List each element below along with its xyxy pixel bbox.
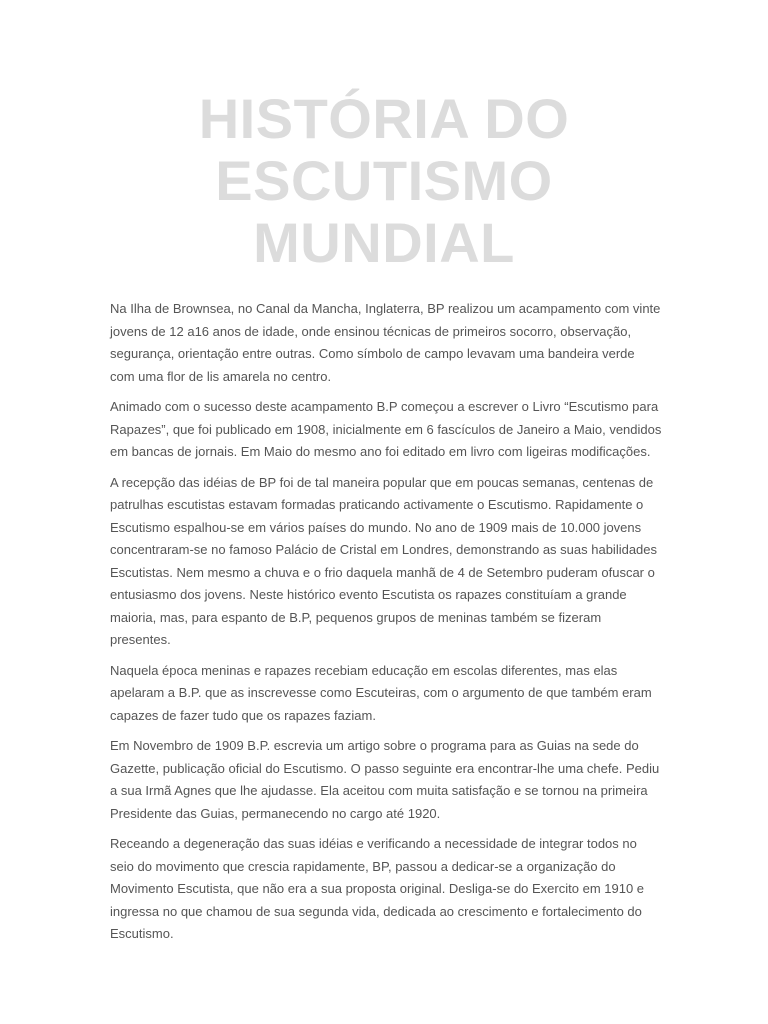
- body-text: [110, 298, 662, 954]
- paragraph: Receando a degeneração das suas idéias e verificando a necessidade de integrar todos no seio do movimento que crescia rapidamente, BP, passou a dedicar-se a organização do Movimento Escutista, que não era a sua proposta original. Desliga-se do Exercito em 1910 e ingressa no que chamou de sua segunda vida, dedicada ao crescimento e fortalecimento do Escutismo.: [110, 836, 645, 941]
- paragraph: A recepção das idéias de BP foi de tal maneira popular que em poucas semanas, centenas de patrulhas escutistas estavam formadas praticando activamente o Escutismo. Rapidamente o Escutismo espalhou-se em vários países do mundo. No ano de 1909 mais de 10.000 jovens concentraram-se no famoso Palácio de Cristal em Londres, demonstrando as suas habilidades Escutistas. Nem mesmo a chuva e o frio daquela manhã de 4 de Setembro puderam ofuscar o entusiasmo dos jovens. Neste histórico evento Escutista os rapazes constituíam a grande maioria, mas, para espanto de B.P, pequenos grupos de meninas também se fizeram presentes.: [110, 474, 658, 647]
- page-title: [0, 88, 768, 274]
- paragraph: Animado com o sucesso deste acampamento B.P começou a escrever o Livro “Escutismo para Rapazes”, que foi publicado em 1908, inicialmente em 6 fascículos de Janeiro a Maio, vendidos em bancas de jornais. Em Maio do mesmo ano foi editado em livro com ligeiras modificações.: [110, 399, 662, 459]
- paragraph: Em Novembro de 1909 B.P. escrevia um artigo sobre o programa para as Guias na sede do Gazette, publicação oficial do Escutismo. O passo seguinte era encontrar-lhe uma chefe. Pediu a sua Irmã Agnes que lhe ajudasse. Ela aceitou com muita satisfação e se tornou na primeira Presidente das Guias, permanecendo no cargo até 1920.: [110, 738, 660, 821]
- paragraph: Na Ilha de Brownsea, no Canal da Mancha, Inglaterra, BP realizou um acampamento com vinte jovens de 12 a16 anos de idade, onde ensinou técnicas de primeiros socorro, observação, segurança, orientação entre outras. Como símbolo de campo levavam uma bandeira verde com uma flor de lis amarela no centro.: [110, 301, 661, 384]
- title-line: HISTÓRIA DO: [198, 87, 570, 150]
- paragraph: Naquela época meninas e rapazes recebiam educação em escolas diferentes, mas elas apelaram a B.P. que as inscrevesse como Escuteiras, com o argumento de que também eram capazes de fazer tudo que os rapazes faziam.: [110, 662, 652, 723]
- title-line: MUNDIAL: [253, 211, 515, 274]
- title-line: ESCUTISMO: [215, 149, 553, 212]
